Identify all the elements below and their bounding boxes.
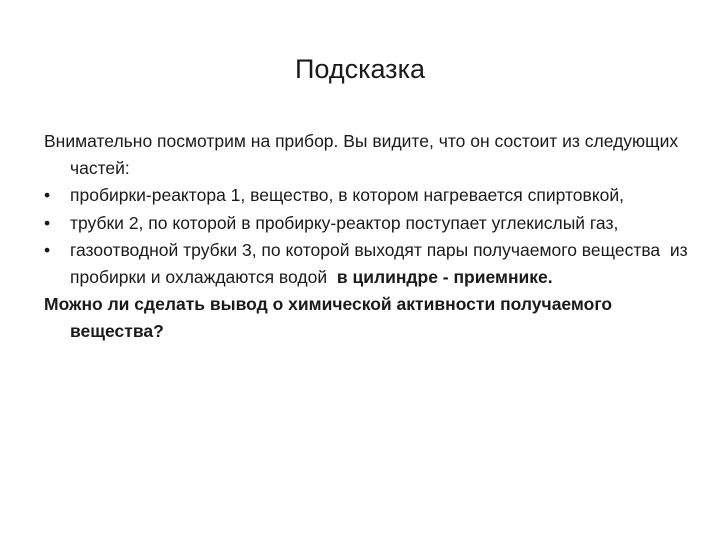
bullet-item-2 [44,210,694,237]
bullet-text: трубки 2, по которой в пробирку-реактор поступает углекислый газ, [70,212,619,233]
intro-paragraph: Внимательно посмотрим на прибор. Вы видите, что он состоит из следующих частей: [44,131,679,179]
slide-body [44,128,694,346]
bullet-item-3 [44,237,694,291]
question-paragraph: Можно ли сделать вывод о химической активности получаемого вещества? [44,294,613,342]
bullet-item-1 [44,182,694,209]
bullet-text: пробирки-реактора 1, вещество, в котором нагревается спиртовкой, [70,185,625,206]
slide-title: Подсказка [294,54,425,84]
bullet-icon: • [44,239,51,260]
bullet-bold-text: в цилиндре - приемнике. [336,267,553,288]
bullet-icon: • [44,212,51,233]
bullet-icon: • [44,185,51,206]
bullet-text: газоотводной трубки 3, по которой выходят пары получаемого вещества из пробирки и охлаждаются водой [70,239,693,288]
